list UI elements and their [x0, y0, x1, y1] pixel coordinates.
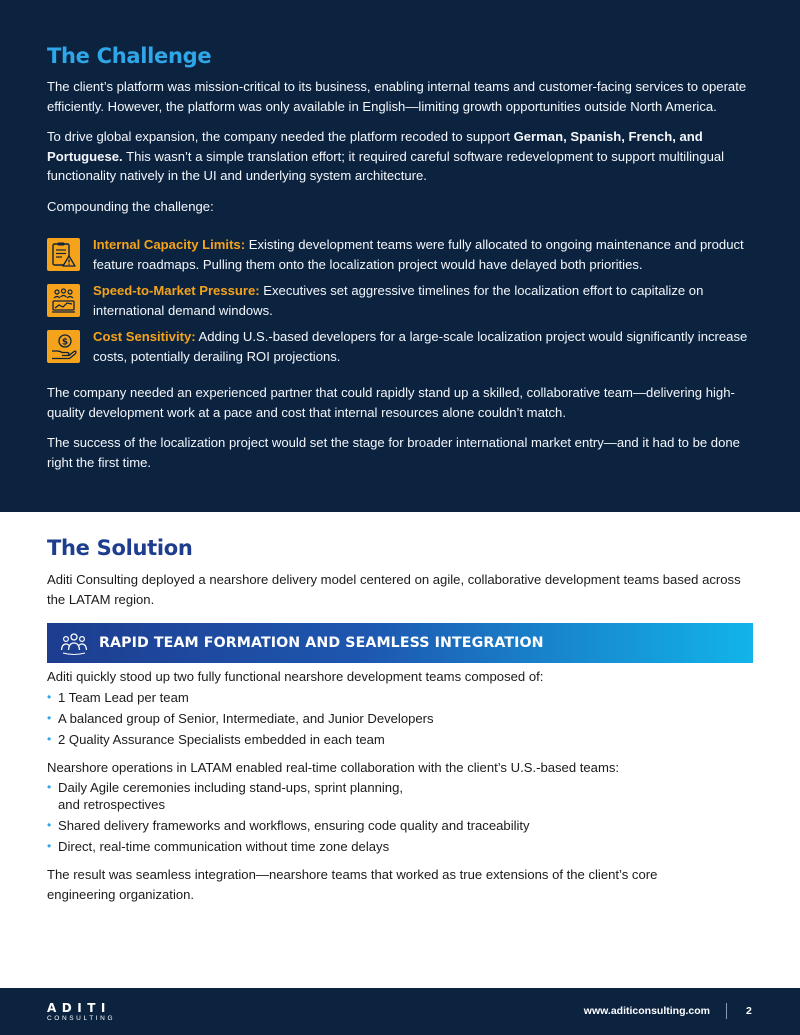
list-item: • 2 Quality Assurance Specialists embedded in each team — [47, 731, 753, 748]
challenge-paragraph-2: To drive global expansion, the company needed the platform recoded to support German, Spanish, French, and Portuguese. This wasn’t a simple translation effort; it required careful software redevelopment to support multilingual functionality natively in the UI and underlying system architecture. — [47, 129, 725, 183]
challenge-item-capacity: Internal Capacity Limits: Existing development teams were fully allocated to ongoing maintenance and product feature roadmaps. Pulling them onto the localization project would have delayed both priorities. — [47, 235, 753, 274]
website-link[interactable]: www.aditiconsulting.com — [583, 1005, 710, 1017]
challenge-paragraph-4: The company needed an experienced partner that could rapidly stand up a skilled, collaborative team—delivering high-quality development work at a pace and cost that internal resources alone couldn’t match. — [47, 385, 735, 420]
solution-paragraph-1: Aditi quickly stood up two fully functional nearshore development teams composed of: — [47, 669, 544, 684]
banner-title: RAPID TEAM FORMATION AND SEAMLESS INTEGRATION — [99, 635, 544, 651]
page-number: 2 — [746, 1005, 752, 1017]
list-item: • Direct, real-time communication without time zone delays — [47, 838, 753, 855]
challenge-paragraph-3: Compounding the challenge: — [47, 198, 214, 214]
section-banner — [47, 623, 753, 663]
list-item: • Daily Agile ceremonies including stand-ups, sprint planning, and retrospectives — [47, 779, 753, 813]
solution-intro: Aditi Consulting deployed a nearshore delivery model centered on agile, collaborative development teams based across the LATAM region. — [47, 572, 741, 607]
page-footer — [0, 988, 800, 1035]
collaboration-list — [47, 779, 753, 855]
solution-section — [0, 512, 800, 988]
solution-title: The Solution — [47, 536, 193, 560]
list-item: • 1 Team Lead per team — [47, 689, 753, 706]
list-item: • A balanced group of Senior, Intermediate, and Junior Developers — [47, 710, 753, 727]
solution-paragraph-2: Nearshore operations in LATAM enabled real-time collaboration with the client’s U.S.-based teams: — [47, 759, 620, 775]
aditi-logo: ADITI CONSULTING — [47, 1001, 116, 1022]
challenge-section — [0, 0, 800, 512]
challenge-title: The Challenge — [47, 44, 212, 68]
challenge-item-cost: $ Cost Sensitivity: Adding U.S.-based developers for a large-scale localization project would significantly increase costs, potentially derailing ROI projections. — [47, 327, 753, 366]
footer-divider — [726, 1003, 727, 1019]
solution-paragraph-3: The result was seamless integration—nearshore teams that worked as true extensions of the client’s core engineering organization. — [47, 867, 658, 902]
team-speed-icon — [47, 284, 80, 317]
challenge-item-speed: Speed-to-Market Pressure: Executives set aggressive timelines for the localization effort to capitalize on international demand windows. — [47, 281, 753, 320]
challenge-paragraph-1: The client’s platform was mission-critical to its business, enabling internal teams and customer-facing services to operate efficiently. However, the platform was only available in English—limiting growth opportunities outside North America. — [47, 79, 747, 114]
challenge-list — [47, 235, 753, 366]
languages-bold: German, Spanish, French, and Portuguese. — [47, 129, 703, 164]
team-group-icon — [59, 630, 89, 656]
list-item: • Shared delivery frameworks and workflows, ensuring code quality and traceability — [47, 817, 753, 834]
cost-hand-icon — [47, 330, 80, 363]
challenge-paragraph-5: The success of the localization project would set the stage for broader international market entry—and it had to be done right the first time. — [47, 435, 740, 470]
svg-text:$: $ — [61, 337, 69, 348]
team-composition-list — [47, 689, 753, 748]
clipboard-warning-icon — [47, 238, 80, 271]
